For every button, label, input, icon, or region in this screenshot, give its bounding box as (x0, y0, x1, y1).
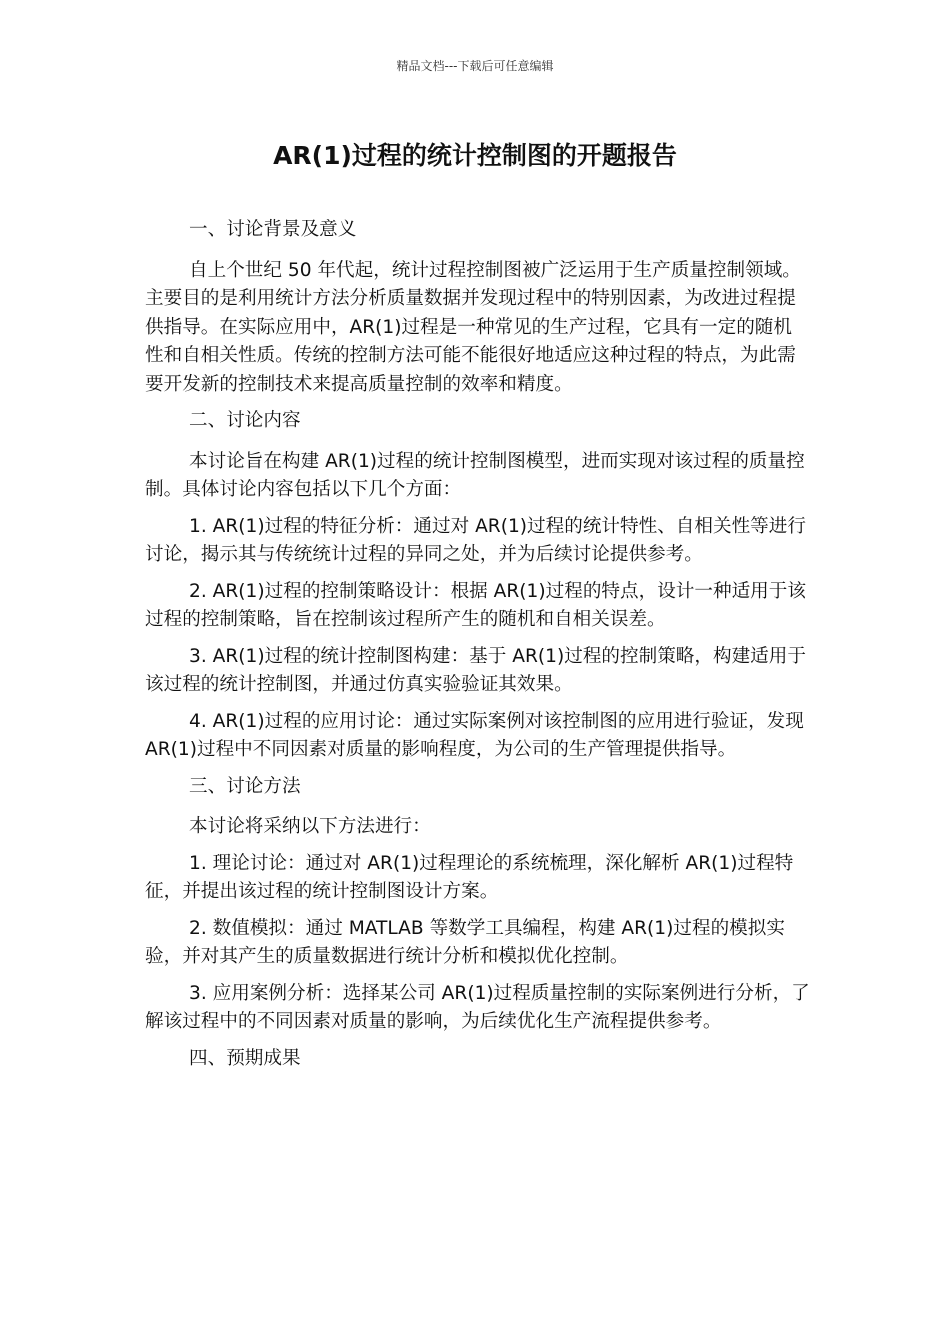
header-note: 精品文档---下载后可任意编辑 (396, 59, 554, 73)
document-body (145, 216, 810, 1085)
list-item-content-1: 1. AR(1)过程的特征分析：通过对 AR(1)过程的统计特性、自相关性等进行讨论，揭示其与传统统计过程的异同之处，并为后续讨论提供参考。 (145, 515, 806, 565)
paragraph-methods-intro: 本讨论将采纳以下方法进行： (189, 816, 431, 837)
paragraph-content-intro: 本讨论旨在构建 AR(1)过程的统计控制图模型，进而实现对该过程的质量控制。具体讨论内容包括以下几个方面： (145, 450, 805, 500)
list-item-methods-3: 3. 应用案例分析：选择某公司 AR(1)过程质量控制的实际案例进行分析，了解该过程中的不同因素对质量的影响，为后续优化生产流程提供参考。 (145, 982, 810, 1032)
list-item-methods-1: 1. 理论讨论：通过对 AR(1)过程理论的系统梳理，深化解析 AR(1)过程特征，并提出该过程的统计控制图设计方案。 (145, 852, 794, 902)
paragraph-background: 自上个世纪 50 年代起，统计过程控制图被广泛运用于生产质量控制领域。主要目的是利用统计方法分析质量数据并发现过程中的特别因素，为改进过程提供指导。在实际应用中，AR(1)过程是一种常见的生产过程，它具有一定的随机性和自相关性质。传统的控制方法可能不能很好地适应这种过程的特点，为此需要开发新的控制技术来提高质量控制的效率和精度。 (145, 259, 801, 395)
section-heading-methods: 三、讨论方法 (189, 775, 301, 797)
section-heading-content: 二、讨论内容 (189, 410, 301, 431)
list-item-content-2: 2. AR(1)过程的控制策略设计：根据 AR(1)过程的特点，设计一种适用于该过程的控制策略，旨在控制该过程所产生的随机和自相关误差。 (145, 580, 806, 630)
section-heading-background: 一、讨论背景及意义 (189, 219, 357, 240)
list-item-content-3: 3. AR(1)过程的统计控制图构建：基于 AR(1)过程的控制策略，构建适用于该过程的统计控制图，并通过仿真实验验证其效果。 (145, 645, 806, 695)
list-item-methods-2: 2. 数值模拟：通过 MATLAB 等数学工具编程，构建 AR(1)过程的模拟实验，并对其产生的质量数据进行统计分析和模拟优化控制。 (145, 917, 785, 967)
list-item-content-4: 4. AR(1)过程的应用讨论：通过实际案例对该控制图的应用进行验证，发现 AR(1)过程中不同因素对质量的影响程度，为公司的生产管理提供指导。 (145, 710, 804, 760)
section-heading-outcomes: 四、预期成果 (189, 1047, 301, 1069)
document-title: AR(1)过程的统计控制图的开题报告 (273, 141, 677, 170)
